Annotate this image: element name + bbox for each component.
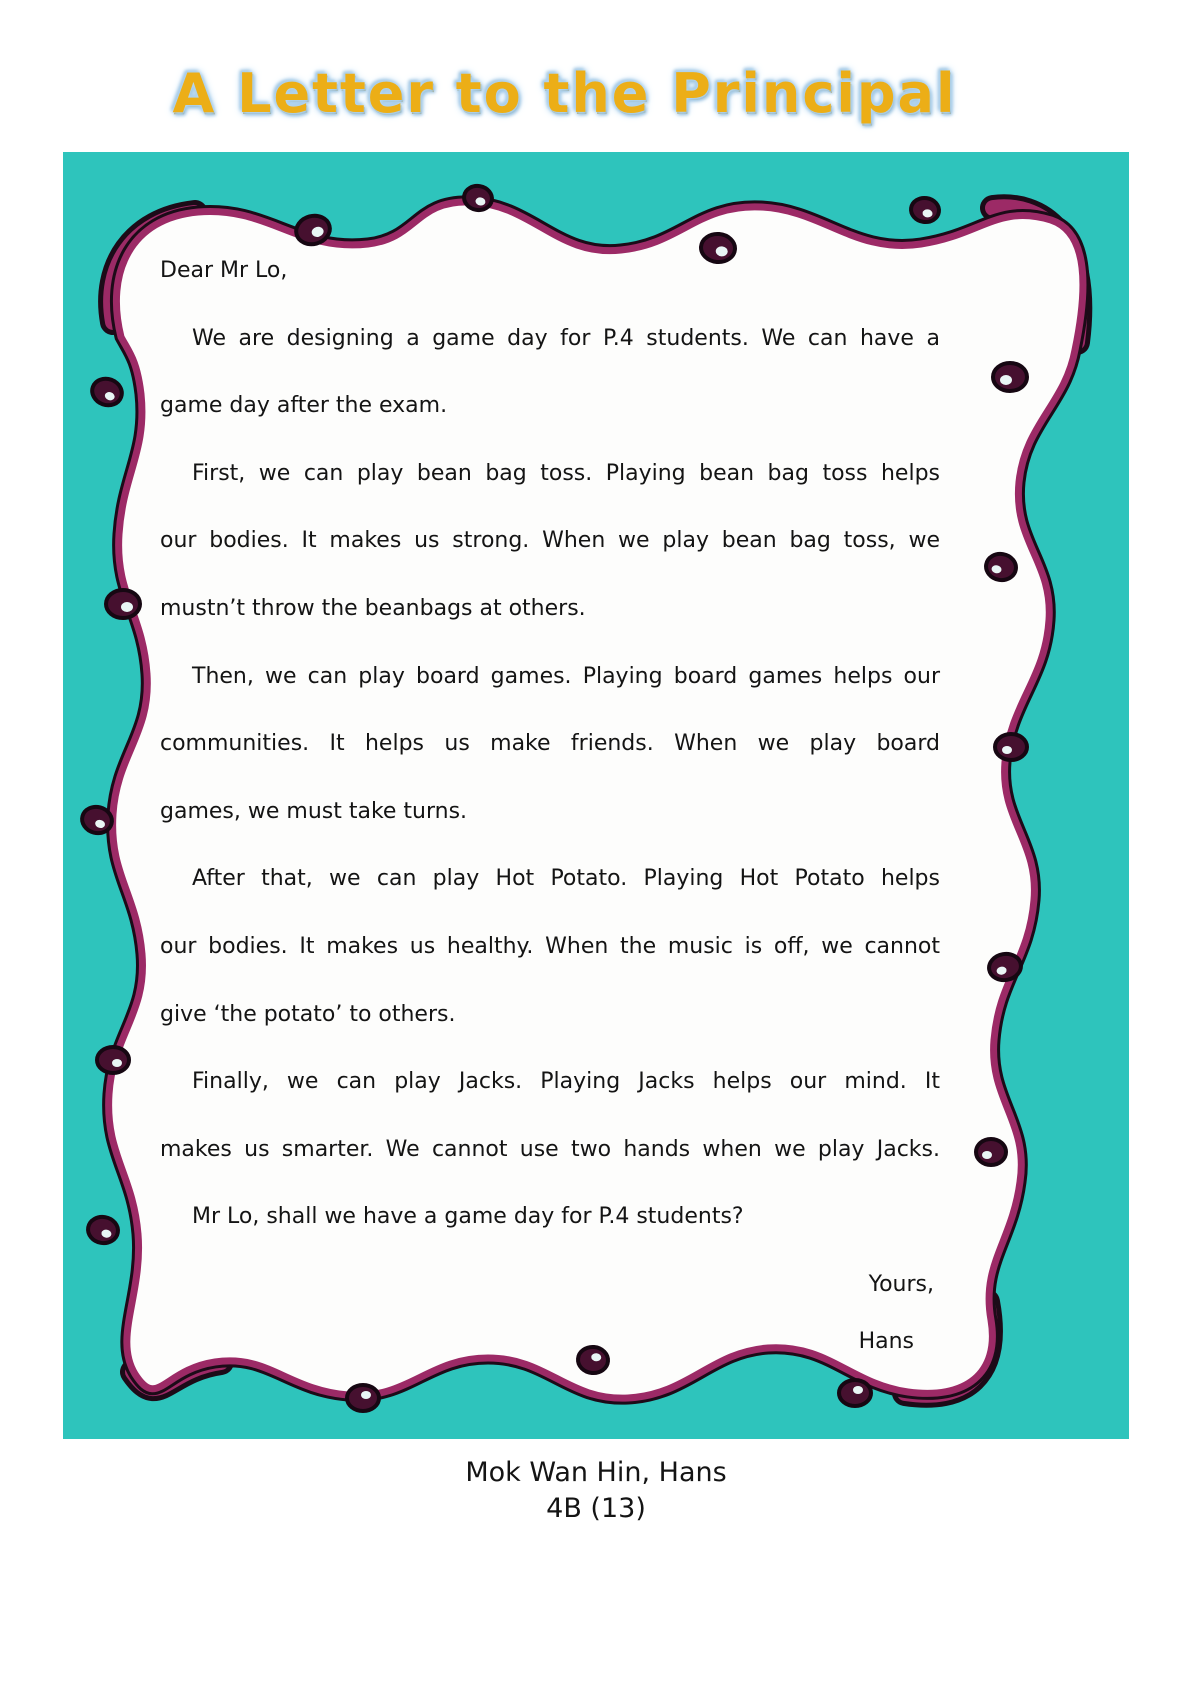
- letter-line: We are designing a game day for P.4 students. We can have a: [192, 325, 940, 351]
- letter-line: After that, we can play Hot Potato. Playing Hot Potato helps: [192, 866, 940, 892]
- letter-body: [160, 237, 940, 1365]
- letter-line: Then, we can play board games. Playing board games helps our: [192, 663, 940, 689]
- page-title: A Letter to the Principal: [172, 62, 957, 125]
- decorative-border-frame: [63, 152, 1129, 1439]
- letter-line: give ‘the potato’ to others.: [160, 1001, 456, 1027]
- letter-line: game day after the exam.: [160, 393, 448, 419]
- student-name: Mok Wan Hin, Hans: [465, 1457, 727, 1488]
- footer: [63, 1455, 1129, 1527]
- letter-line: our bodies. It makes us healthy. When the music is off, we cannot: [160, 933, 940, 959]
- letter-line: Finally, we can play Jacks. Playing Jacks helps our mind. It: [192, 1069, 940, 1095]
- letter-line: our bodies. It makes us strong. When we play bean bag toss, we: [160, 528, 940, 554]
- class-number: 4B (13): [546, 1493, 646, 1524]
- letter-line: Hans: [858, 1328, 914, 1354]
- letter-line: Dear Mr Lo,: [160, 258, 288, 283]
- letter-line: games, we must take turns.: [160, 798, 468, 824]
- letter-line: communities. It helps us make friends. When we play board: [160, 731, 940, 757]
- letter-line: makes us smarter. We cannot use two hands when we play Jacks.: [160, 1136, 940, 1162]
- letter-line: Mr Lo, shall we have a game day for P.4 students?: [192, 1204, 744, 1230]
- letter-line: Yours,: [868, 1271, 934, 1297]
- letter-line: First, we can play bean bag toss. Playing bean bag toss helps: [192, 460, 940, 486]
- letter-line: mustn’t throw the beanbags at others.: [160, 595, 586, 621]
